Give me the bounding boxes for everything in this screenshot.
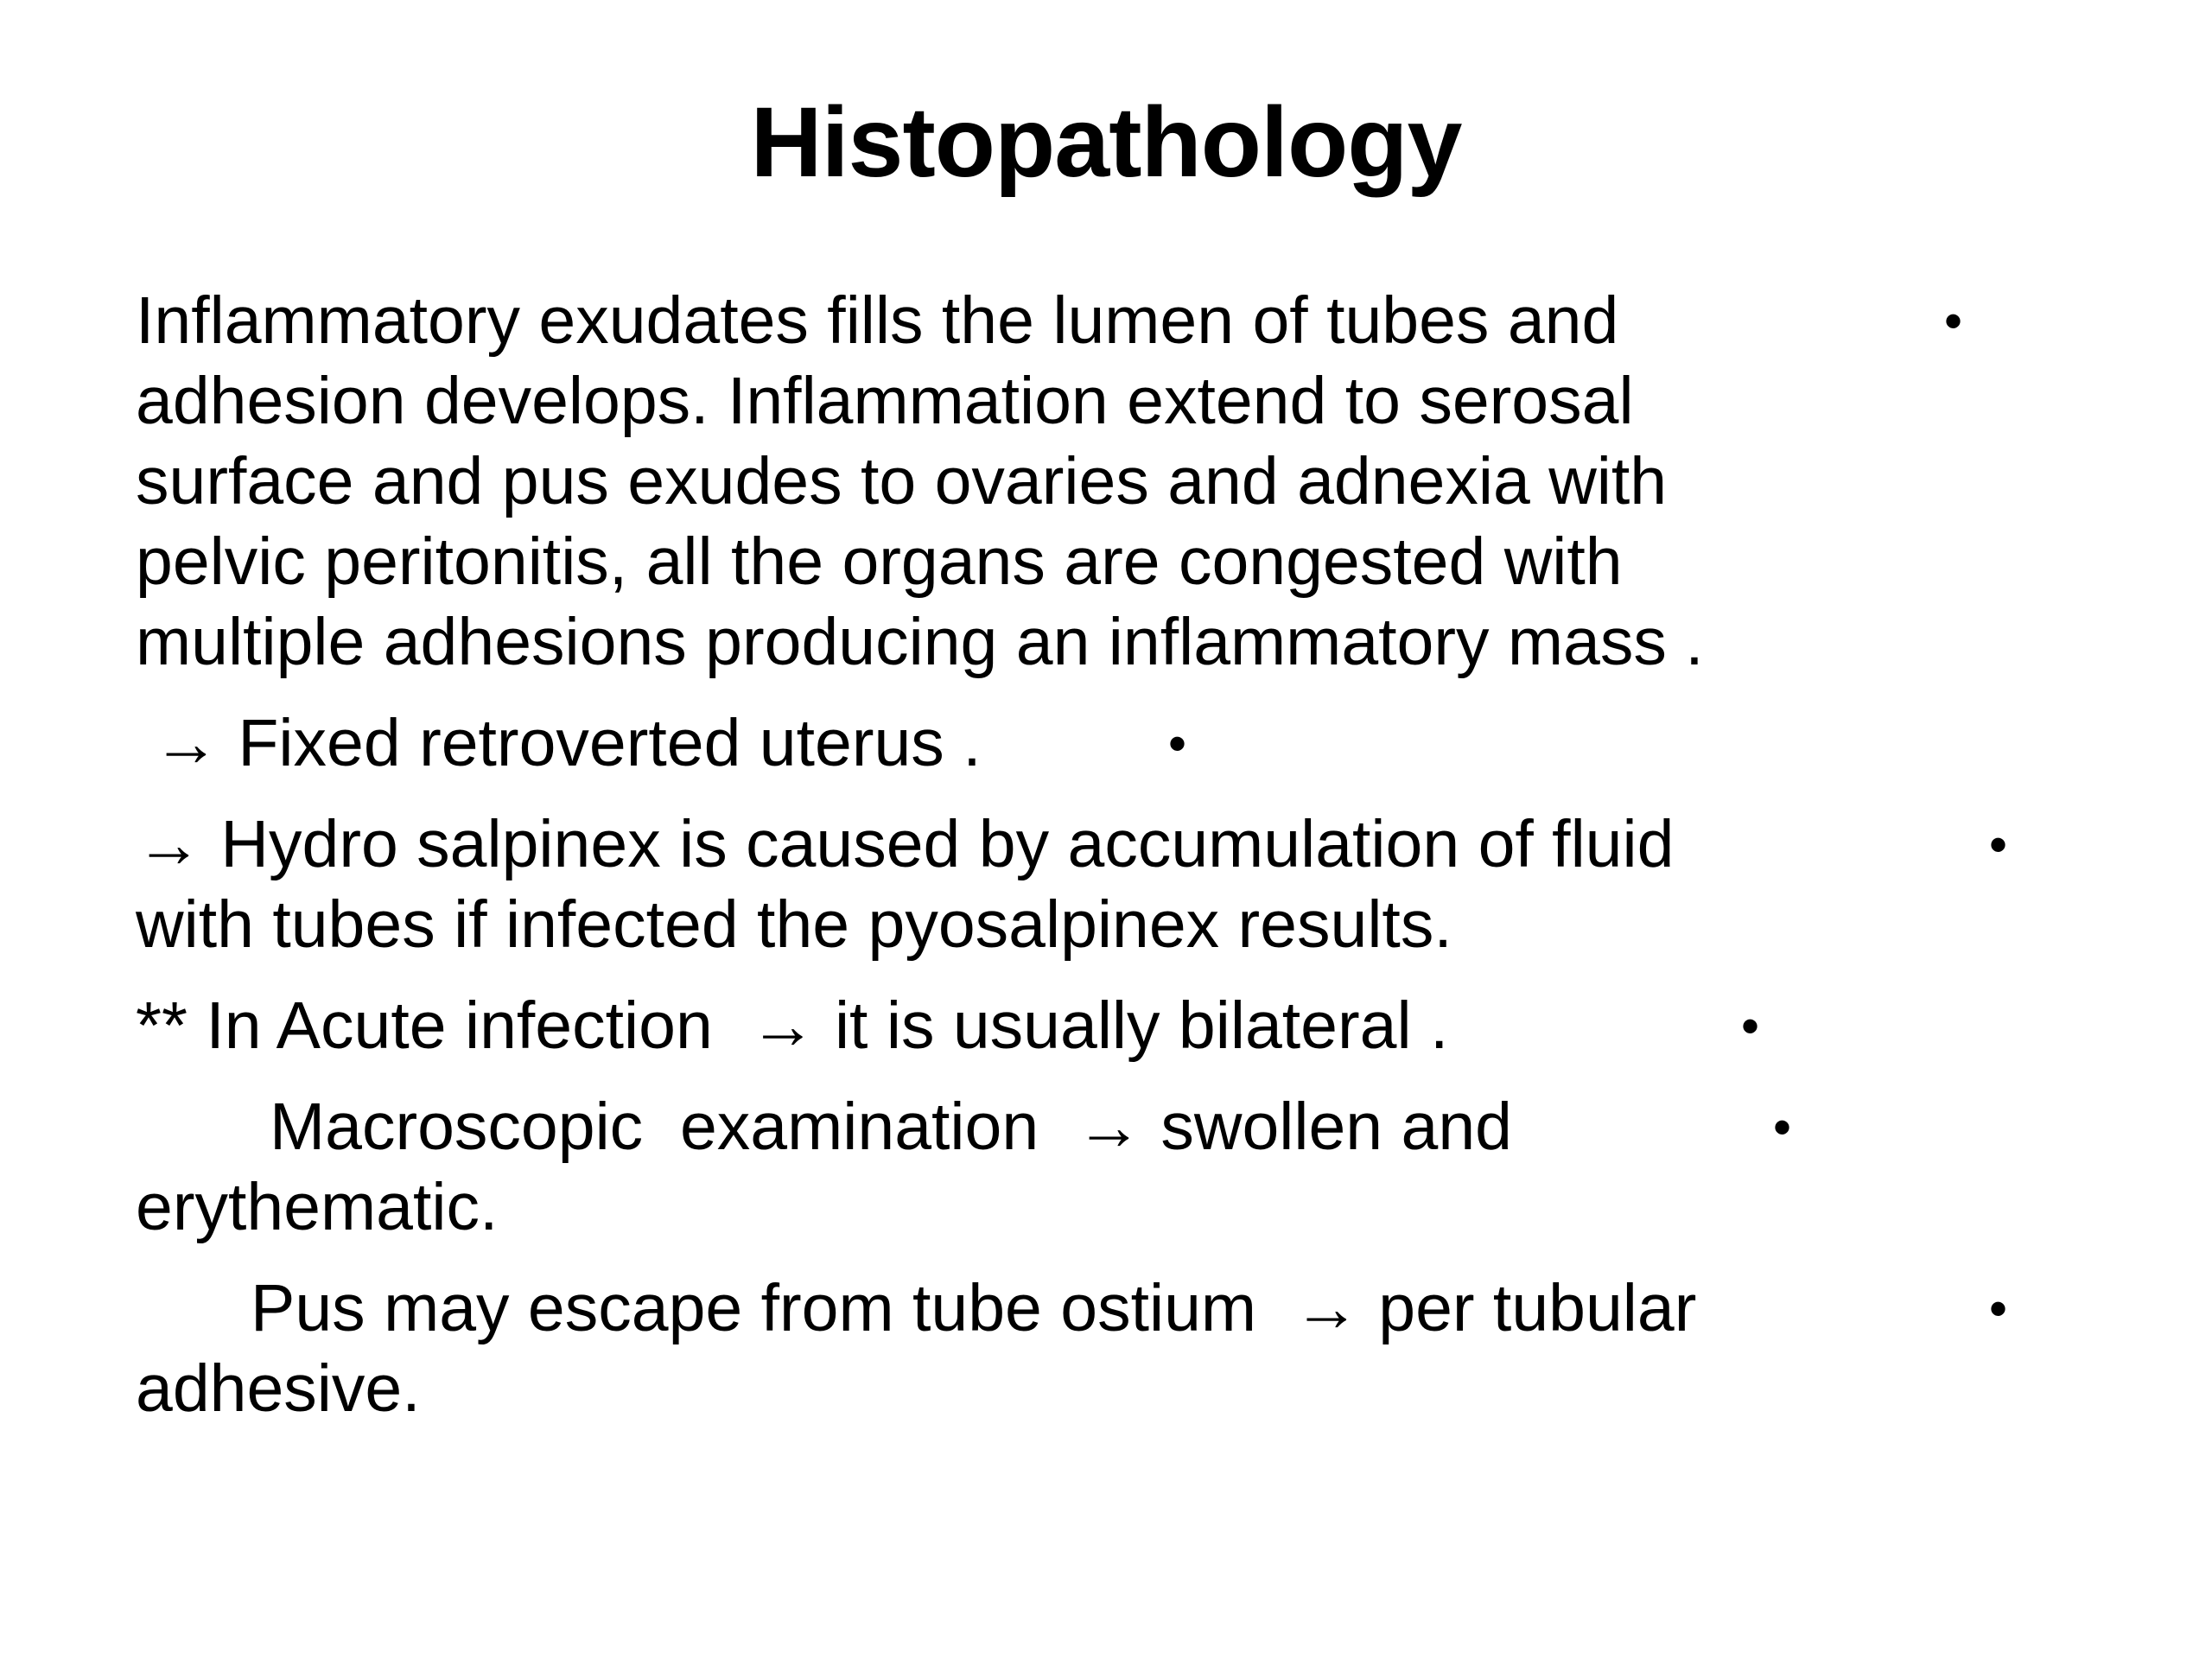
paragraph-1-line-5: multiple adhesions producing an inflammatory mass . bbox=[136, 605, 1704, 679]
bullet-dot-5: • bbox=[1773, 1098, 1792, 1156]
paragraph-3-line-1: → Hydro salpinex is caused by accumulation of fluid bbox=[136, 807, 1675, 881]
bullet-dot-3: • bbox=[1989, 816, 2008, 874]
bullet-paragraph-5 bbox=[136, 1087, 1993, 1248]
bullet-paragraph-4 bbox=[136, 986, 1993, 1066]
paragraph-3-line-2: with tubes if infected the pyosalpinex results. bbox=[136, 887, 1452, 962]
paragraph-2-line-1: → Fixed retroverted uterus . bbox=[153, 706, 982, 780]
slide-body bbox=[136, 281, 2008, 1429]
paragraph-5-line-1: Macroscopic examination → swollen and bbox=[270, 1090, 1512, 1164]
bullet-dot-1: • bbox=[1944, 292, 1963, 350]
bullet-paragraph-3 bbox=[136, 804, 2008, 965]
bullet-paragraph-1 bbox=[136, 281, 1993, 683]
paragraph-6-line-2: adhesive. bbox=[136, 1351, 421, 1426]
bullet-dot-4: • bbox=[1741, 997, 1760, 1055]
bullet-dot-6: • bbox=[1989, 1280, 2008, 1338]
paragraph-1-line-4: pelvic peritonitis, all the organs are congested with bbox=[136, 524, 1623, 599]
bullet-paragraph-6 bbox=[136, 1268, 2008, 1429]
paragraph-6-line-1: Pus may escape from tube ostium → per tubular bbox=[251, 1271, 1697, 1345]
paragraph-4-line-1: ** In Acute infection → it is usually bilateral . bbox=[136, 988, 1449, 1063]
paragraph-1-line-2: adhesion develops. Inflammation extend to serosal bbox=[136, 364, 1634, 438]
bullet-dot-2: • bbox=[1168, 715, 1187, 772]
paragraph-1-line-3: surface and pus exudes to ovaries and adnexia with bbox=[136, 444, 1668, 518]
slide-title: Histopathology bbox=[750, 87, 1462, 198]
paragraph-5-line-2: erythematic. bbox=[136, 1170, 499, 1244]
bullet-paragraph-2 bbox=[136, 703, 1993, 784]
paragraph-1-line-1: Inflammatory exudates fills the lumen of tubes and bbox=[136, 283, 1619, 358]
